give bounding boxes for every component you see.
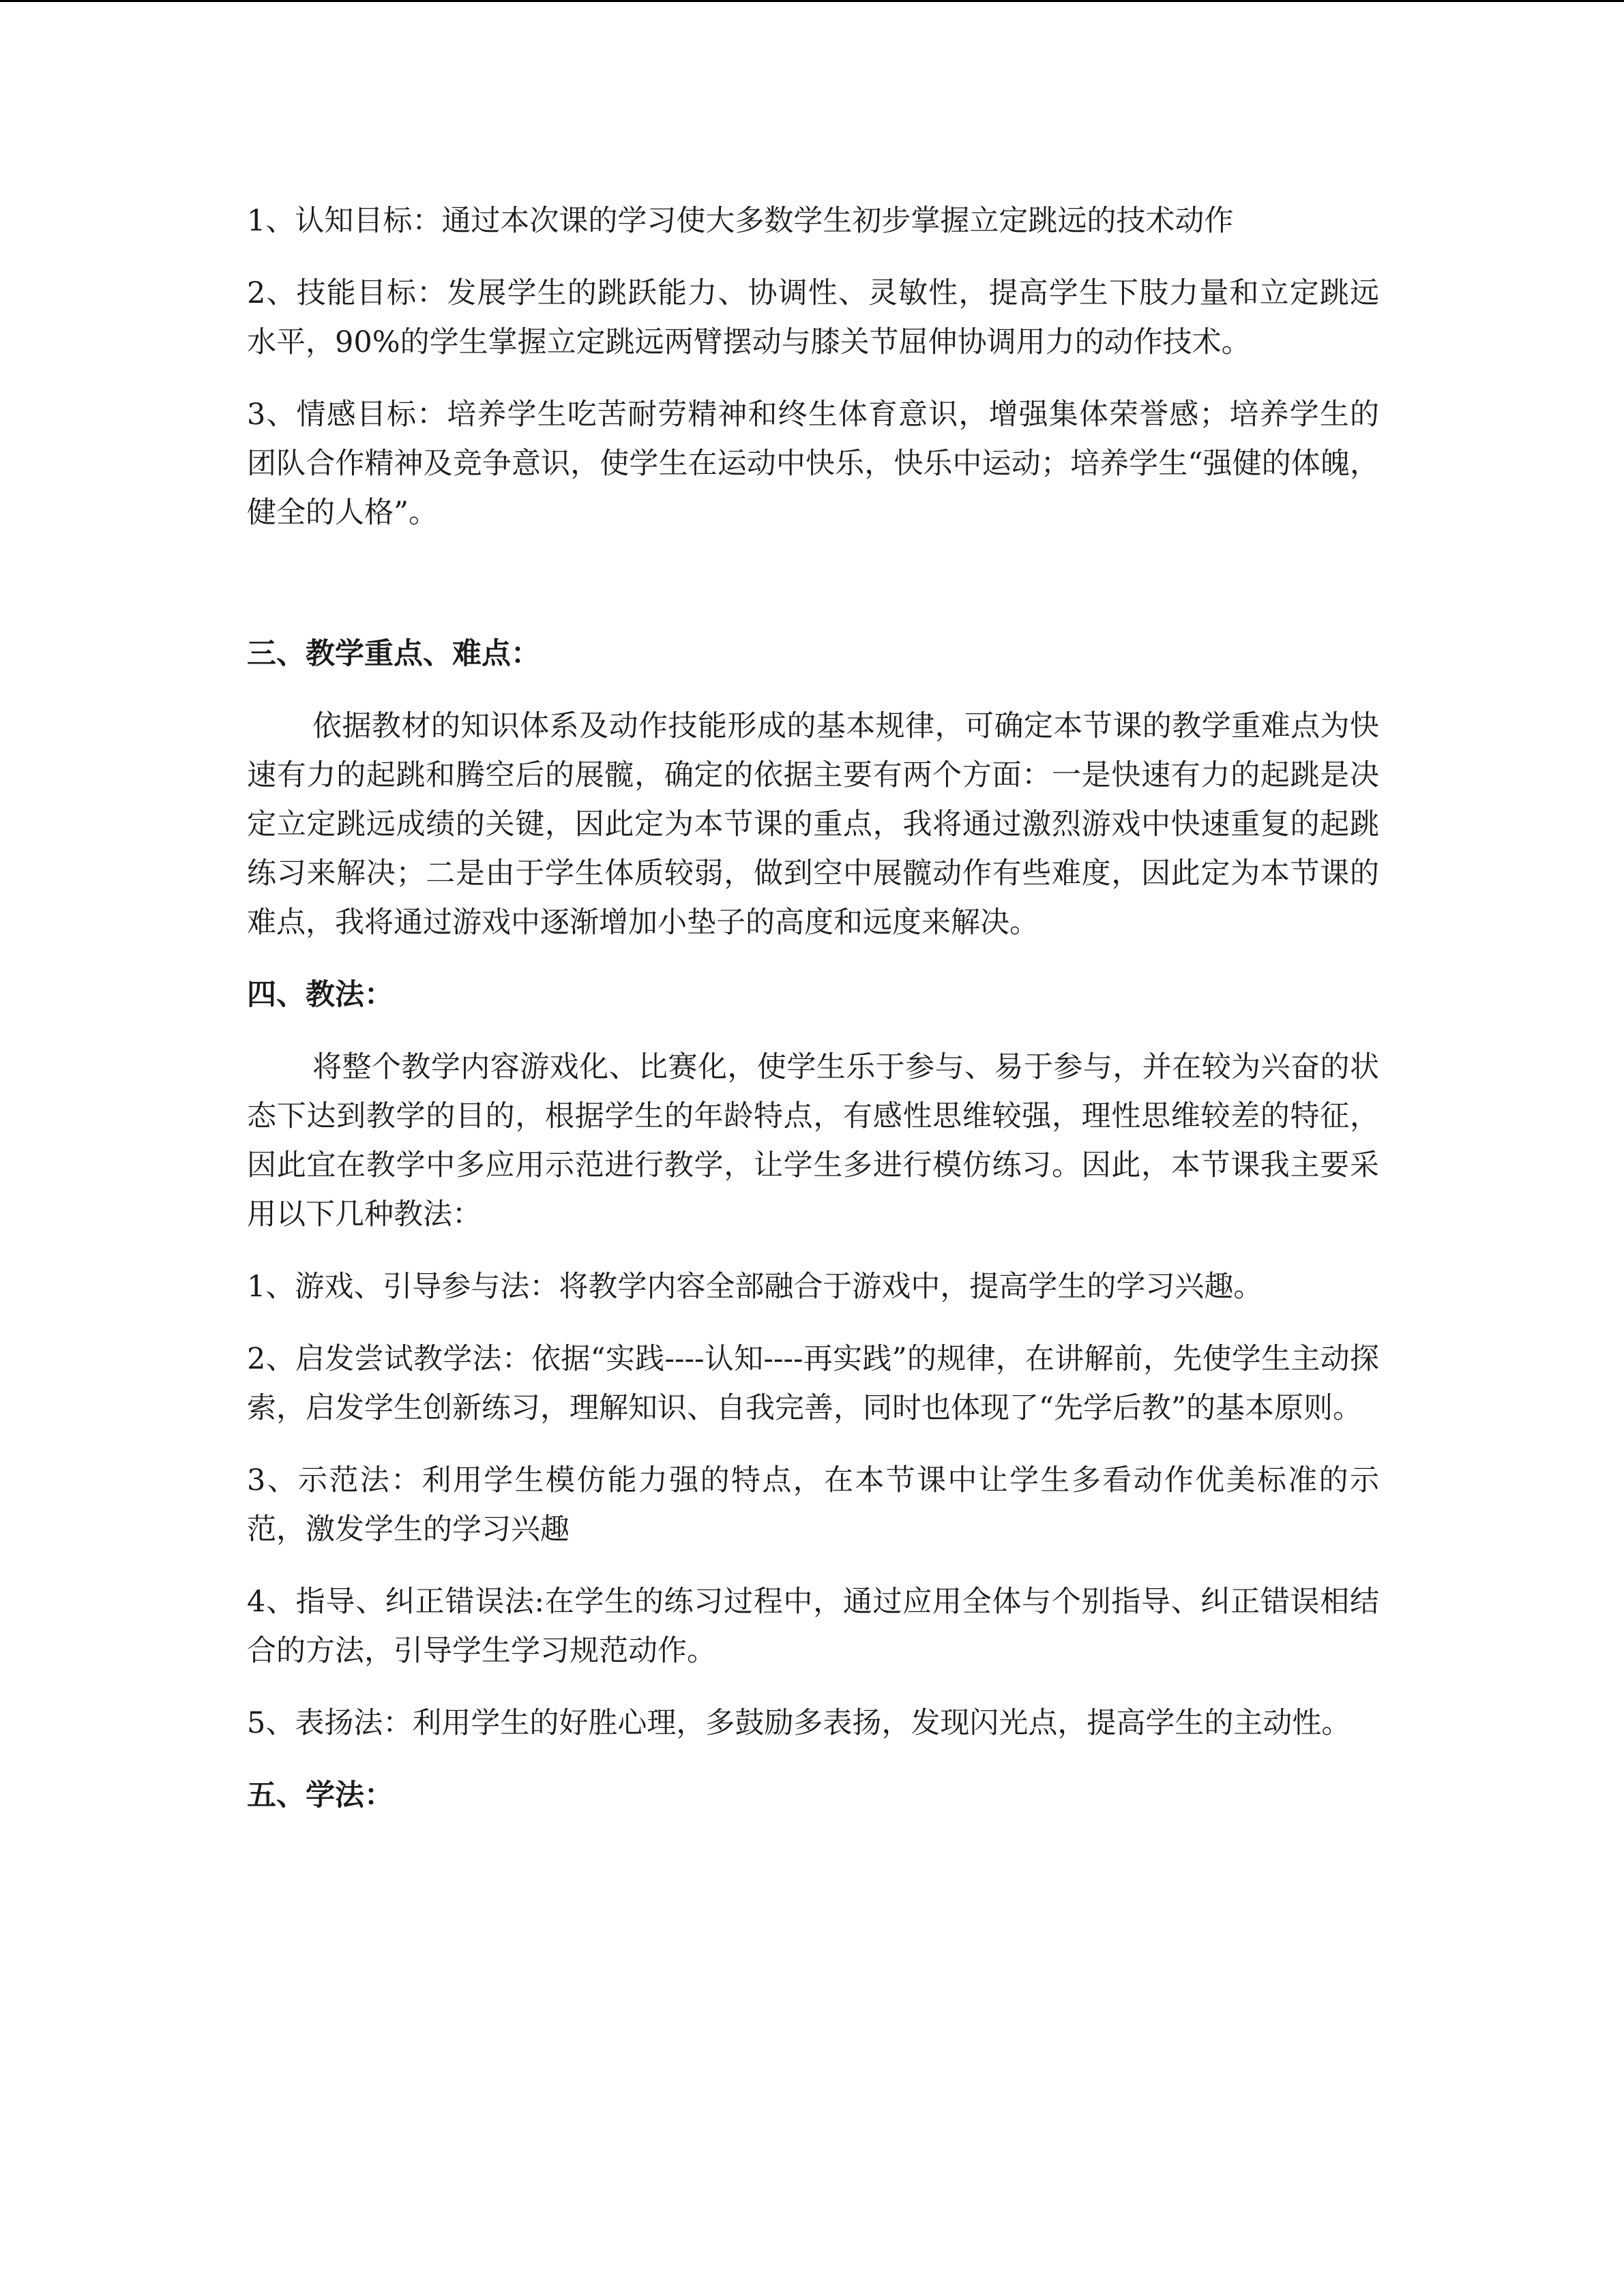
section-heading-key-points: 三、教学重点、难点： xyxy=(247,637,540,671)
page-top-border xyxy=(0,0,1624,2)
document-page xyxy=(247,196,1379,1820)
method-praise: 5、表扬法：利用学生的好胜心理，多鼓励多表扬，发现闪光点，提高学生的主动性。 xyxy=(247,1706,1351,1740)
section-heading-teaching-methods: 四、教法： xyxy=(247,978,394,1012)
method-guidance-correction: 4、指导、纠正错误法:在学生的练习过程中，通过应用全体与个别指导、纠正错误相结合的方法，引导学生学习规范动作。 xyxy=(247,1585,1379,1668)
goal-skill: 2、技能目标：发展学生的跳跃能力、协调性、灵敏性，提高学生下肢力量和立定跳远水平，90%的学生掌握立定跳远两臂摆动与膝关节屈伸协调用力的动作技术。 xyxy=(247,276,1379,359)
goal-cognitive: 1、认知目标：通过本次课的学习使大多数学生初步掌握立定跳远的技术动作 xyxy=(247,204,1234,238)
method-game-guided: 1、游戏、引导参与法：将教学内容全部融合于游戏中，提高学生的学习兴趣。 xyxy=(247,1270,1263,1304)
teaching-methods-intro: 将整个教学内容游戏化、比赛化，使学生乐于参与、易于参与，并在较为兴奋的状态下达到教学的目的，根据学生的年龄特点，有感性思维较强，理性思维较差的特征，因此宜在教学中多应用示范进行教学，让学生多进行模仿练习。因此，本节课我主要采用以下几种教法： xyxy=(247,1050,1379,1232)
key-points-body: 依据教材的知识体系及动作技能形成的基本规律，可确定本节课的教学重难点为快速有力的起跳和腾空后的展髋，确定的依据主要有两个方面：一是快速有力的起跳是决定立定跳远成绩的关键，因此定为本节课的重点，我将通过激烈游戏中快速重复的起跳练习来解决；二是由于学生体质较弱，做到空中展髋动作有些难度，因此定为本节课的难点，我将通过游戏中逐渐增加小垫子的高度和远度来解决。 xyxy=(247,709,1379,940)
method-demonstration: 3、示范法：利用学生模仿能力强的特点，在本节课中让学生多看动作优美标准的示范，激发学生的学习兴趣 xyxy=(247,1463,1379,1547)
goal-emotional: 3、情感目标：培养学生吃苦耐劳精神和终生体育意识，增强集体荣誉感；培养学生的团队合作精神及竞争意识，使学生在运动中快乐，快乐中运动；培养学生“强健的体魄，健全的人格”。 xyxy=(247,398,1379,530)
section-heading-learning-methods: 五、学法： xyxy=(247,1778,394,1813)
method-inspired-trial: 2、启发尝试教学法：依据“实践----认知----再实践”的规律，在讲解前，先使学生主动探索，启发学生创新练习，理解知识、自我完善，同时也体现了“先学后教”的基本原则。 xyxy=(247,1342,1379,1425)
